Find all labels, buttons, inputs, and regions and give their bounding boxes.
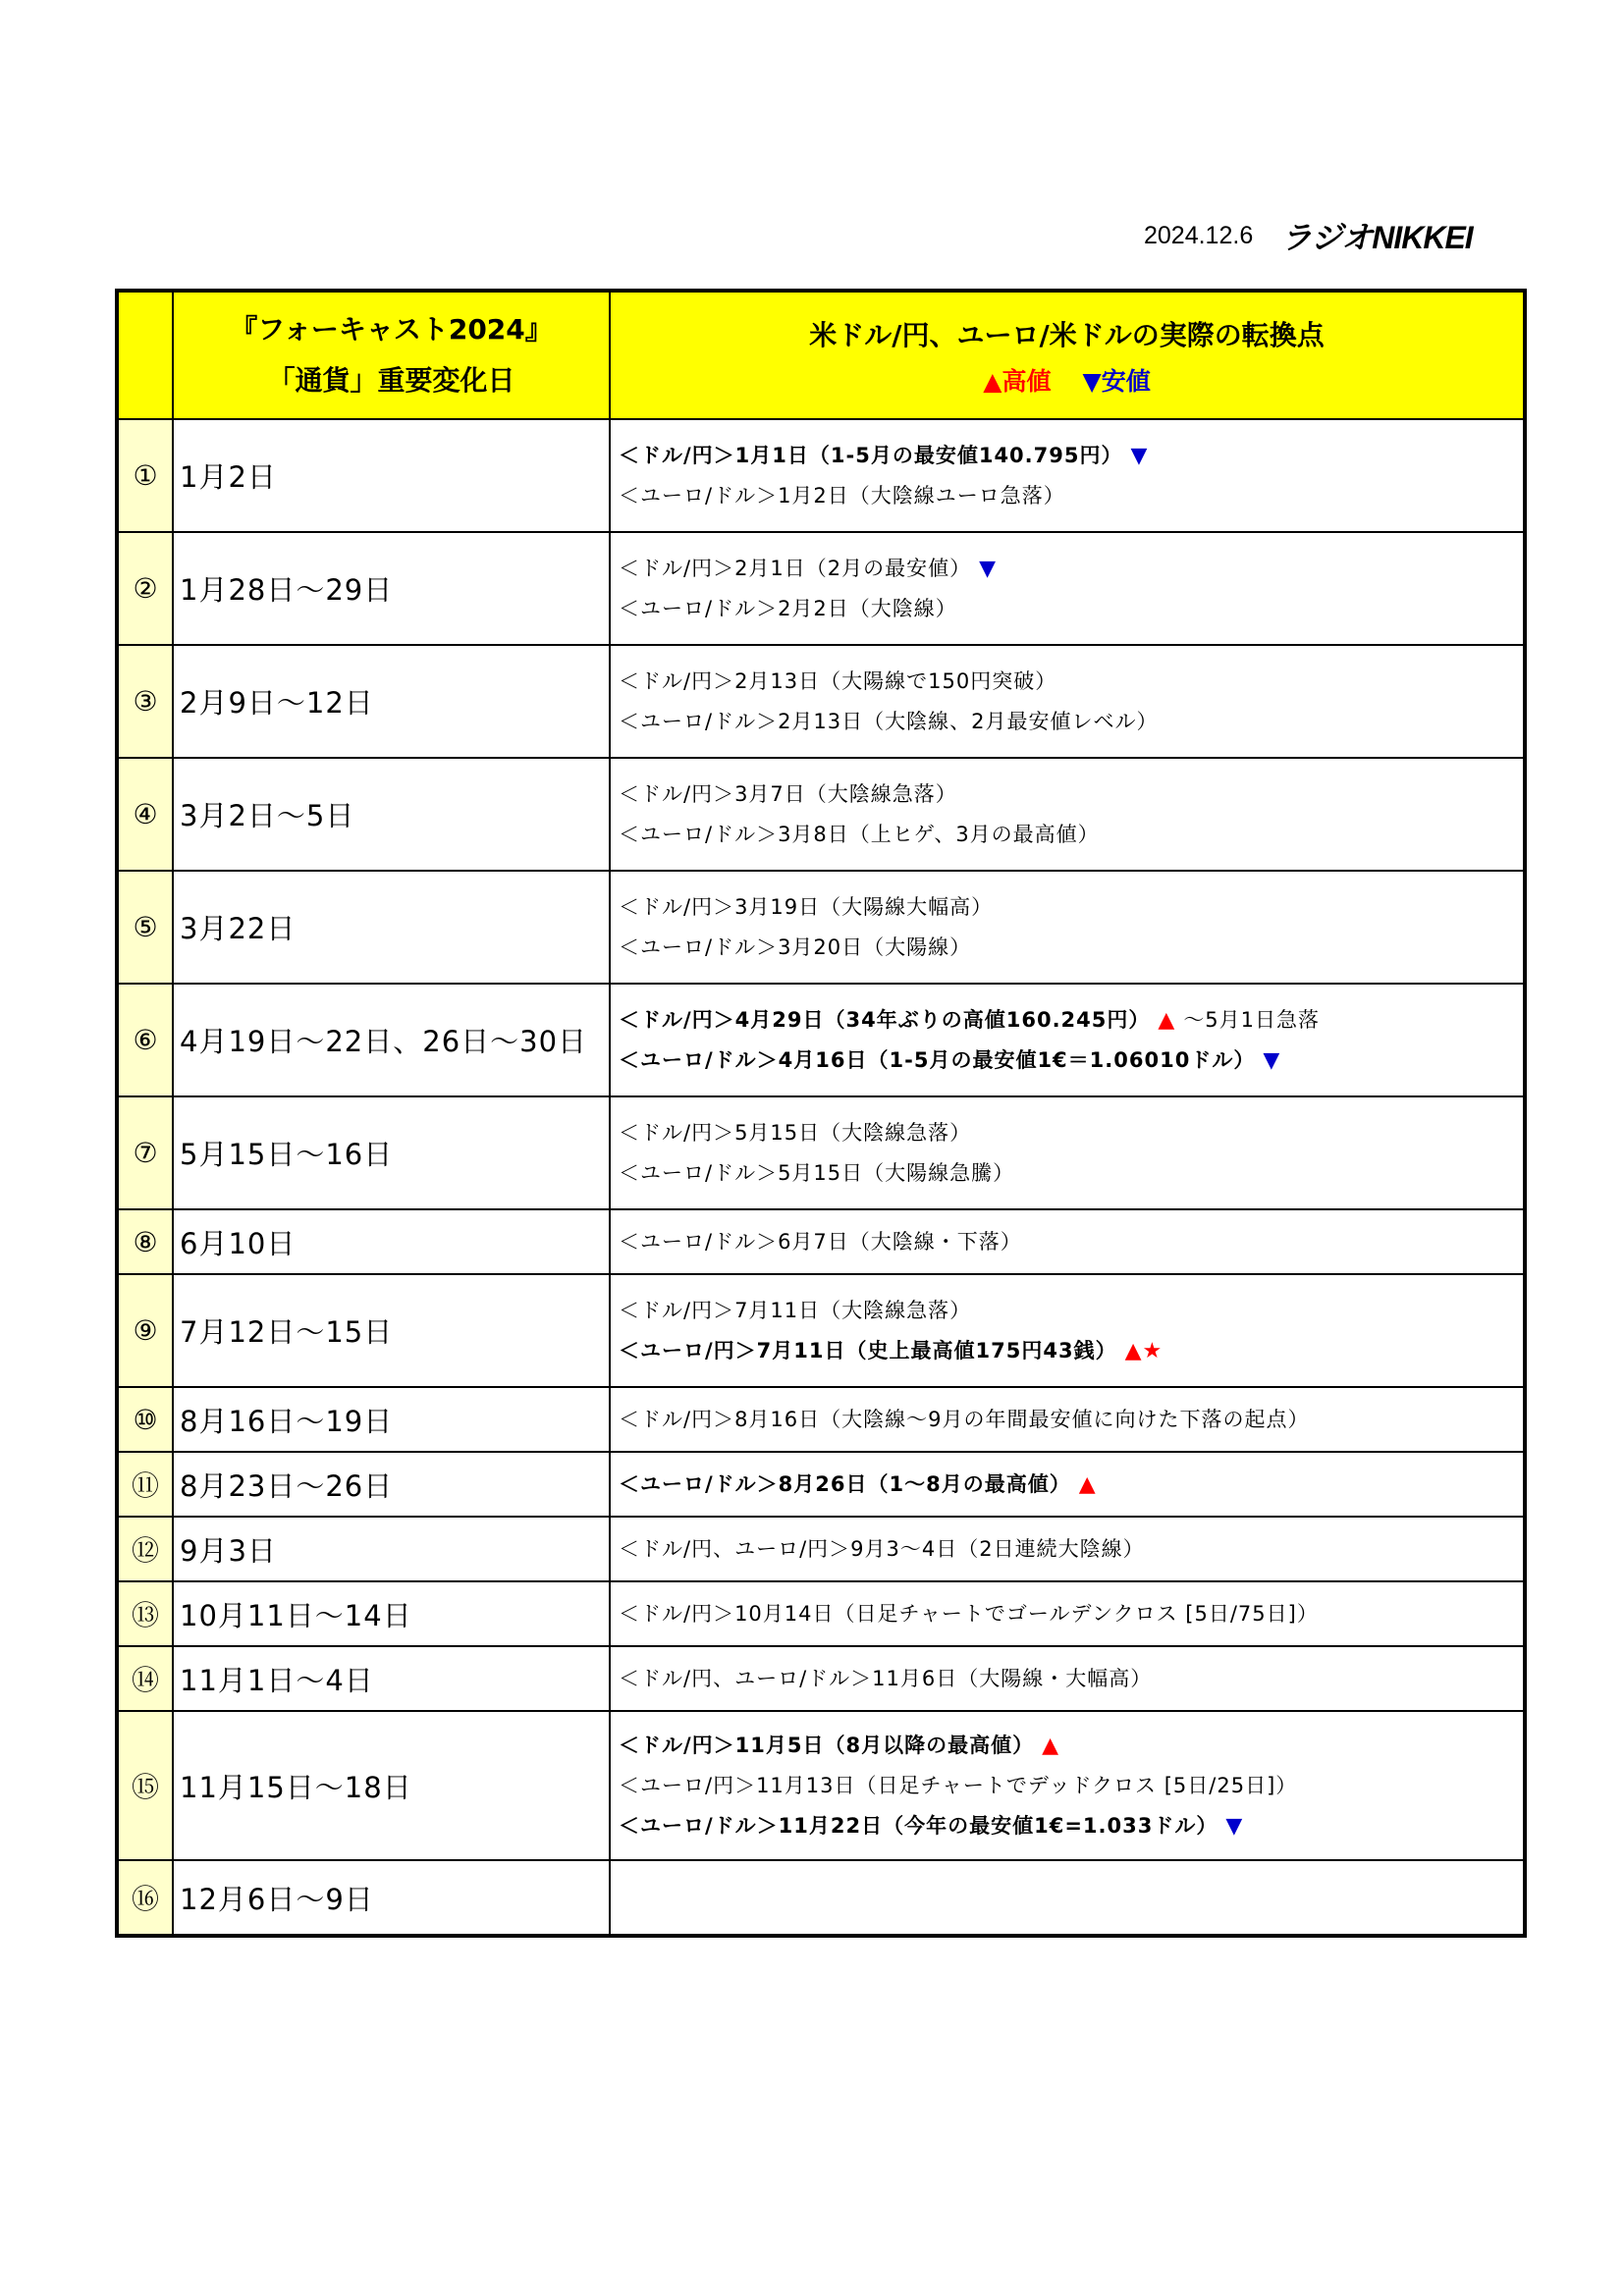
turning-point-text: ＜ユーロ/ドル＞3月8日（上ヒゲ、3月の最高値） xyxy=(619,822,1100,846)
row-number: ⑯ xyxy=(117,1860,173,1936)
turning-point-text: ＜ドル/円＞5月15日（大陰線急落） xyxy=(619,1120,972,1145)
table-row xyxy=(117,984,1525,1096)
document-date: 2024.12.6 xyxy=(1144,221,1254,249)
turning-point-text: ＜ユーロ/ドル＞3月20日（大陽線） xyxy=(619,934,972,959)
header-turning-point-cell xyxy=(610,291,1525,419)
forecast-date: 9月3日 xyxy=(173,1517,610,1581)
header-number-cell xyxy=(117,291,173,419)
currency-change-table xyxy=(115,289,1527,1938)
turning-point-text: ＜ドル/円、ユーロ/円＞9月3～4日（2日連続大陰線） xyxy=(619,1536,1145,1561)
turning-point-line xyxy=(619,1659,1523,1699)
forecast-date: 12月6日～9日 xyxy=(173,1860,610,1936)
low-marker-icon: ▼ xyxy=(979,556,998,581)
forecast-date: 4月19日～22日、26日～30日 xyxy=(173,984,610,1096)
turning-point-text: ＜ユーロ/ドル＞6月7日（大陰線・下落） xyxy=(619,1229,1022,1254)
row-number: ③ xyxy=(117,645,173,758)
turning-point-text: ＜ドル/円＞3月19日（大陽線大幅高） xyxy=(619,894,994,919)
turning-points-cell xyxy=(610,1646,1525,1711)
turning-point-line xyxy=(619,1400,1523,1440)
legend-high: ▲高値 xyxy=(983,367,1052,396)
turning-point-line xyxy=(619,702,1523,742)
table-row xyxy=(117,1387,1525,1452)
table-row xyxy=(117,1860,1525,1936)
forecast-date: 5月15日～16日 xyxy=(173,1096,610,1209)
turning-point-text: ＜ドル/円＞4月29日（34年ぶりの高値160.245円） xyxy=(619,1007,1151,1032)
forecast-date: 7月12日～15日 xyxy=(173,1274,610,1387)
high-marker-icon: ▲ xyxy=(1158,1007,1176,1033)
turning-point-line xyxy=(619,549,1523,589)
radio-nikkei-logo: ラジオNIKKEI xyxy=(1280,220,1473,255)
forecast-date: 6月10日 xyxy=(173,1209,610,1274)
turning-point-text: ＜ユーロ/円＞7月11日（史上最高値175円43銭） xyxy=(619,1338,1117,1362)
turning-point-text: ＜ドル/円＞3月7日（大陰線急落） xyxy=(619,781,957,806)
forecast-date: 1月28日～29日 xyxy=(173,532,610,645)
high-marker-icon: ▲★ xyxy=(1124,1338,1164,1363)
turning-point-text: ＜ドル/円＞2月1日（2月の最安値） xyxy=(619,556,972,580)
turning-points-cell xyxy=(610,645,1525,758)
turning-point-line xyxy=(619,1153,1523,1194)
turning-point-text: ＜ユーロ/円＞11月13日（日足チャートでデッドクロス [5日/25日]） xyxy=(619,1773,1298,1797)
turning-point-line xyxy=(619,815,1523,855)
header-forecast-cell xyxy=(173,291,610,419)
forecast-date: 3月2日～5日 xyxy=(173,758,610,871)
table-row xyxy=(117,1581,1525,1646)
table-body xyxy=(117,419,1525,1936)
row-number: ② xyxy=(117,532,173,645)
turning-points-cell xyxy=(610,871,1525,984)
turning-points-cell xyxy=(610,1581,1525,1646)
turning-point-line xyxy=(619,1726,1523,1766)
turning-points-cell xyxy=(610,1452,1525,1517)
row-number: ⑭ xyxy=(117,1646,173,1711)
turning-point-line xyxy=(619,1291,1523,1331)
high-marker-icon: ▲ xyxy=(1042,1733,1060,1758)
table-row xyxy=(117,1646,1525,1711)
row-number: ⑫ xyxy=(117,1517,173,1581)
turning-points-cell xyxy=(610,1517,1525,1581)
header-turning-point-title: 米ドル/円、ユーロ/米ドルの実際の転換点 xyxy=(809,319,1325,351)
turning-point-text: ＜ユーロ/ドル＞2月13日（大陰線、2月最安値レベル） xyxy=(619,709,1159,733)
row-number: ① xyxy=(117,419,173,532)
turning-points-cell xyxy=(610,1711,1525,1860)
turning-point-line xyxy=(619,928,1523,968)
turning-points-cell xyxy=(610,1209,1525,1274)
turning-points-cell xyxy=(610,1387,1525,1452)
turning-point-line xyxy=(619,476,1523,516)
row-number: ⑧ xyxy=(117,1209,173,1274)
turning-point-text: ＜ドル/円＞10月14日（日足チャートでゴールデンクロス [5日/75日]） xyxy=(619,1601,1319,1626)
forecast-date: 10月11日～14日 xyxy=(173,1581,610,1646)
turning-point-text: ＜ユーロ/ドル＞1月2日（大陰線ユーロ急落） xyxy=(619,483,1065,507)
table-row xyxy=(117,1274,1525,1387)
row-number: ⑥ xyxy=(117,984,173,1096)
turning-point-line xyxy=(619,1331,1523,1371)
forecast-date: 11月15日～18日 xyxy=(173,1711,610,1860)
table-row xyxy=(117,1209,1525,1274)
forecast-date: 3月22日 xyxy=(173,871,610,984)
turning-point-line xyxy=(619,1222,1523,1262)
turning-point-line xyxy=(619,1041,1523,1081)
low-marker-icon: ▼ xyxy=(1225,1813,1244,1839)
turning-point-line xyxy=(619,1465,1523,1505)
table-header-row xyxy=(117,291,1525,419)
high-marker-icon: ▲ xyxy=(1078,1471,1097,1497)
table-row xyxy=(117,1711,1525,1860)
turning-points-cell xyxy=(610,532,1525,645)
turning-points-cell xyxy=(610,1860,1525,1936)
turning-point-text: ＜ドル/円＞11月5日（8月以降の最高値） xyxy=(619,1733,1035,1757)
turning-points-cell xyxy=(610,758,1525,871)
turning-point-text: ＜ドル/円＞7月11日（大陰線急落） xyxy=(619,1298,972,1322)
row-number: ⑪ xyxy=(117,1452,173,1517)
table-row xyxy=(117,1096,1525,1209)
turning-point-line xyxy=(619,1113,1523,1153)
table-row xyxy=(117,419,1525,532)
turning-point-line xyxy=(619,1766,1523,1806)
turning-point-line xyxy=(619,1806,1523,1846)
turning-point-line xyxy=(619,589,1523,629)
turning-point-text: ＜ユーロ/ドル＞11月22日（今年の最安値1€=1.033ドル） xyxy=(619,1813,1218,1838)
turning-point-line xyxy=(619,436,1523,476)
header-forecast-title: 『フォーキャスト2024』 xyxy=(230,313,553,346)
table-row xyxy=(117,758,1525,871)
page-header xyxy=(1144,216,1517,255)
header-forecast-subtitle: 「通貨」重要変化日 xyxy=(267,364,515,397)
row-number: ⑩ xyxy=(117,1387,173,1452)
turning-point-text: ＜ユーロ/ドル＞8月26日（1～8月の最高値） xyxy=(619,1471,1071,1496)
row-number: ⑮ xyxy=(117,1711,173,1860)
turning-point-text: ＜ユーロ/ドル＞5月15日（大陽線急騰） xyxy=(619,1160,1015,1185)
turning-point-line xyxy=(619,887,1523,928)
low-marker-icon: ▼ xyxy=(1263,1047,1281,1073)
turning-points-cell xyxy=(610,984,1525,1096)
row-number: ⑦ xyxy=(117,1096,173,1209)
turning-point-text: ＜ドル/円、ユーロ/ドル＞11月6日（大陽線・大幅高） xyxy=(619,1666,1153,1690)
turning-point-text: ＜ドル/円＞1月1日（1-5月の最安値140.795円） xyxy=(619,443,1123,467)
forecast-date: 2月9日～12日 xyxy=(173,645,610,758)
turning-point-line xyxy=(619,1594,1523,1634)
forecast-date: 1月2日 xyxy=(173,419,610,532)
forecast-date: 8月16日～19日 xyxy=(173,1387,610,1452)
turning-point-line xyxy=(619,662,1523,702)
table-row xyxy=(117,1452,1525,1517)
low-marker-icon: ▼ xyxy=(1130,443,1149,468)
row-number: ⑬ xyxy=(117,1581,173,1646)
table-row xyxy=(117,645,1525,758)
turning-point-text: ＜ドル/円＞8月16日（大陰線～9月の年間最安値に向けた下落の起点） xyxy=(619,1407,1310,1431)
turning-point-text: ＜ユーロ/ドル＞4月16日（1-5月の最安値1€＝1.06010ドル） xyxy=(619,1047,1256,1072)
turning-point-suffix: ～5月1日急落 xyxy=(1183,1007,1321,1032)
turning-point-line xyxy=(619,1529,1523,1570)
table-row xyxy=(117,1517,1525,1581)
turning-point-text: ＜ユーロ/ドル＞2月2日（大陰線） xyxy=(619,596,957,620)
forecast-date: 11月1日～4日 xyxy=(173,1646,610,1711)
turning-points-cell xyxy=(610,419,1525,532)
turning-points-cell xyxy=(610,1096,1525,1209)
turning-point-line xyxy=(619,1000,1523,1041)
legend-low: ▼安値 xyxy=(1082,367,1151,396)
turning-point-text: ＜ドル/円＞2月13日（大陽線で150円突破） xyxy=(619,668,1057,693)
table-row xyxy=(117,532,1525,645)
turning-point-line xyxy=(619,774,1523,815)
row-number: ④ xyxy=(117,758,173,871)
forecast-date: 8月23日～26日 xyxy=(173,1452,610,1517)
header-legend xyxy=(611,362,1523,401)
turning-points-cell xyxy=(610,1274,1525,1387)
row-number: ⑤ xyxy=(117,871,173,984)
table-row xyxy=(117,871,1525,984)
row-number: ⑨ xyxy=(117,1274,173,1387)
